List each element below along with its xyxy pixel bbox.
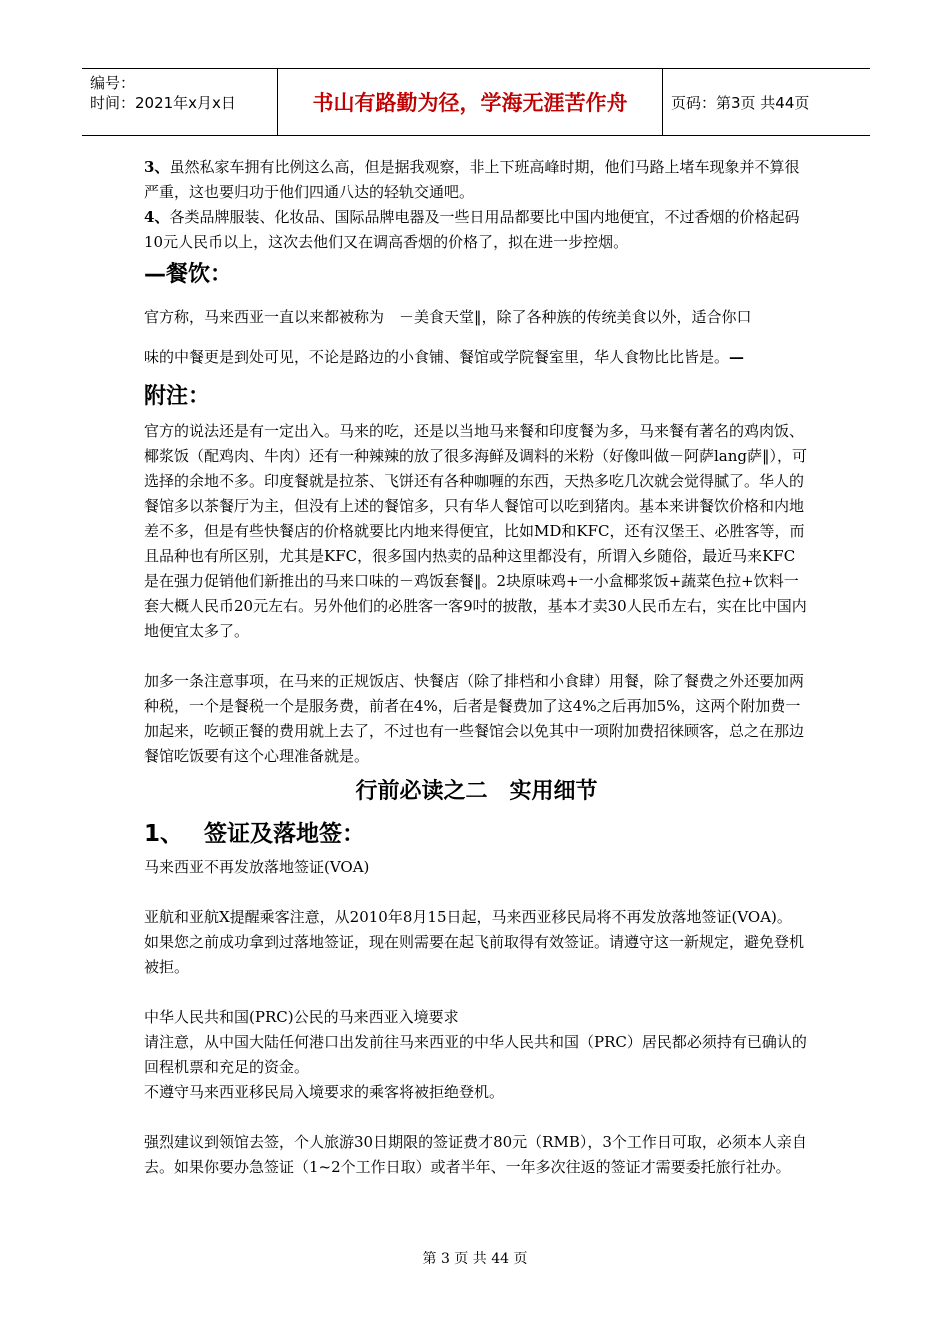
header-meta <box>82 69 278 135</box>
date-label: 时间：2021年x月x日 <box>90 94 236 112</box>
serial-label: 编号： <box>90 74 136 92</box>
prc-paragraph-2: 不遵守马来西亚移民局入境要求的乘客将被拒绝登机。 <box>144 1083 505 1101</box>
voa-paragraph: 亚航和亚航X提醒乘客注意，从2010年8月15日起，马来西亚移民局将不再发放落地签证(VOA)。 如果您之前成功拿到过落地签证，现在则需要在起飞前取得有效签证。请遵守这一新规定，避免登机被拒。 <box>144 908 805 976</box>
prc-title: 中华人民共和国(PRC)公民的马来西亚入境要求 <box>144 1008 459 1026</box>
tax-paragraph: 加多一条注意事项，在马来的正规饭店、快餐店（除了排档和小食肆）用餐，除了餐费之外还要加两种税，一个是餐税一个是服务费，前者在4%，后者是餐费加了这4%之后再加5%，这两个附加费一加起来，吃顿正餐的费用就上去了，不过也有一些餐馆会以免其中一项附加费招徕顾客，总之在那边餐馆吃饭要有这个心理准备就是。 <box>144 672 805 765</box>
document-body <box>144 155 809 1180</box>
page-header <box>82 68 870 136</box>
voa-title: 马来西亚不再发放落地签证(VOA) <box>144 858 370 876</box>
header-page-info: 页码：第3页 共44页 <box>671 93 810 112</box>
dining-paragraph-1: 官方称，马来西亚一直以来都被称为 －美食天堂‖，除了各种族的传统美食以外，适合你口 <box>144 308 752 326</box>
visa-heading <box>144 813 809 855</box>
list-item-3 <box>144 155 809 205</box>
header-motto: 书山有路勤为径，学海无涯苦作舟 <box>278 69 663 135</box>
item-number: 3、 <box>144 158 170 176</box>
visa-heading-text: 签证及落地签： <box>204 821 365 847</box>
item-text: 各类品牌服装、化妆品、国际品牌电器及一些日用品都要比中国内地便宜，不过香烟的价格起码10元人民币以上，这次去他们又在调高香烟的价格了，拟在进一步控烟。 <box>144 208 800 251</box>
visa-number: 1、 <box>144 821 184 847</box>
dining-dash: — <box>729 348 745 366</box>
list-item-4 <box>144 205 809 255</box>
prc-paragraph-1: 请注意，从中国大陆任何港口出发前往马来西亚的中华人民共和国（PRC）居民都必须持有已确认的回程机票和充足的资金。 <box>144 1033 807 1076</box>
note-paragraph: 官方的说法还是有一定出入。马来的吃，还是以当地马来餐和印度餐为多，马来餐有著名的鸡肉饭、椰浆饭（配鸡肉、牛肉）还有一种辣辣的放了很多海鲜及调料的米粉（好像叫做－阿萨lang萨‖），可选择的余地不多。印度餐就是拉茶、飞饼还有各种咖喱的东西，天热多吃几次就会觉得腻了。华人的餐馆多以茶餐厅为主，但没有上述的餐馆多，只有华人餐馆可以吃到猪肉。基本来讲餐饮价格和内地差不多，但是有些快餐店的价格就要比内地来得便宜，比如MD和KFC，还有汉堡王、必胜客等，而且品种也有所区别，尤其是KFC，很多国内热卖的品种这里都没有，所谓入乡随俗，最近马来KFC是在强力促销他们新推出的马来口味的－鸡饭套餐‖。2块原味鸡+一小盒椰浆饭+蔬菜色拉+饮料一套大概人民币20元左右。另外他们的必胜客一客9吋的披散，基本才卖30人民币左右，实在比中国内地便宜太多了。 <box>144 422 808 640</box>
item-text: 虽然私家车拥有比例这么高，但是据我观察，非上下班高峰时期，他们马路上堵车现象并不算很严重，这也要归功于他们四通八达的轻轨交通吧。 <box>144 158 800 201</box>
dining-paragraph-2 <box>144 337 809 377</box>
note-heading: 附注： <box>144 384 211 409</box>
item-number: 4、 <box>144 208 170 226</box>
dining-text: 味的中餐更是到处可见，不论是路边的小食铺、餐馆或学院餐室里，华人食物比比皆是。 <box>144 348 730 366</box>
advice-paragraph: 强烈建议到领馆去签，个人旅游30日期限的签证费才80元（RMB），3个工作日可取，必须本人亲自去。如果你要办急签证（1~2个工作日取）或者半年、一年多次往返的签证才需要委托旅行社办。 <box>144 1133 807 1176</box>
page-footer: 第 3 页 共 44 页 <box>422 1251 528 1267</box>
dining-heading: —餐饮： <box>144 262 233 287</box>
section-title: 行前必读之二 实用细节 <box>355 778 598 804</box>
